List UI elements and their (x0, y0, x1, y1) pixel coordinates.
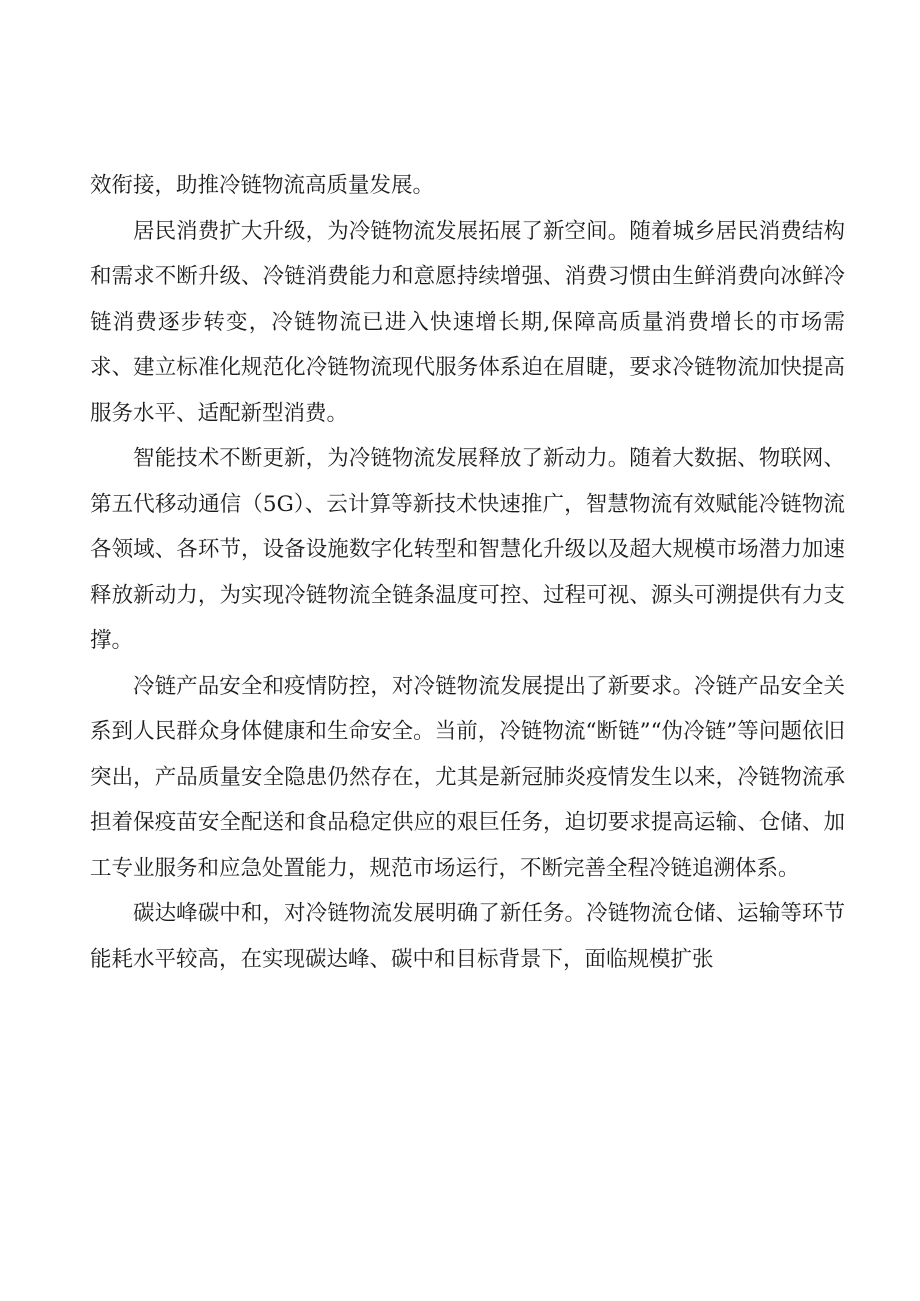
paragraph-consumption-upgrade: 居民消费扩大升级，为冷链物流发展拓展了新空间。随着城乡居民消费结构和需求不断升级、冷链消费能力和意愿持续增强、消费习惯由生鲜消费向冰鲜冷链消费逐步转变，冷链物流已进入快速增长期,保障高质量消费增长的市场需求、建立标准化规范化冷链物流现代服务体系迫在眉睫，要求冷链物流加快提高服务水平、适配新型消费。 (90, 218, 845, 426)
paragraph-continuation: 效衔接，助推冷链物流高质量发展。 (90, 173, 435, 198)
document-body (90, 163, 845, 982)
paragraph-carbon-neutrality: 碳达峰碳中和，对冷链物流发展明确了新任务。冷链物流仓储、运输等环节能耗水平较高，在实现碳达峰、碳中和目标背景下，面临规模扩张 (90, 901, 845, 972)
paragraph-smart-technology: 智能技术不断更新，为冷链物流发展释放了新动力。随着大数据、物联网、第五代移动通信（5G）、云计算等新技术快速推广，智慧物流有效赋能冷链物流各领域、各环节，设备设施数字化转型和智慧化升级以及超大规模市场潜力加速释放新动力，为实现冷链物流全链条温度可控、过程可视、源头可溯提供有力支撑。 (90, 446, 845, 653)
paragraph-safety-epidemic: 冷链产品安全和疫情防控，对冷链物流发展提出了新要求。冷链产品安全关系到人民群众身体健康和生命安全。当前，冷链物流“断链”“伪冷链”等问题依旧突出，产品质量安全隐患仍然存在，尤其是新冠肺炎疫情发生以来，冷链物流承担着保疫苗安全配送和食品稳定供应的艰巨任务，迫切要求提高运输、仓储、加工专业服务和应急处置能力，规范市场运行，不断完善全程冷链追溯体系。 (90, 673, 845, 881)
